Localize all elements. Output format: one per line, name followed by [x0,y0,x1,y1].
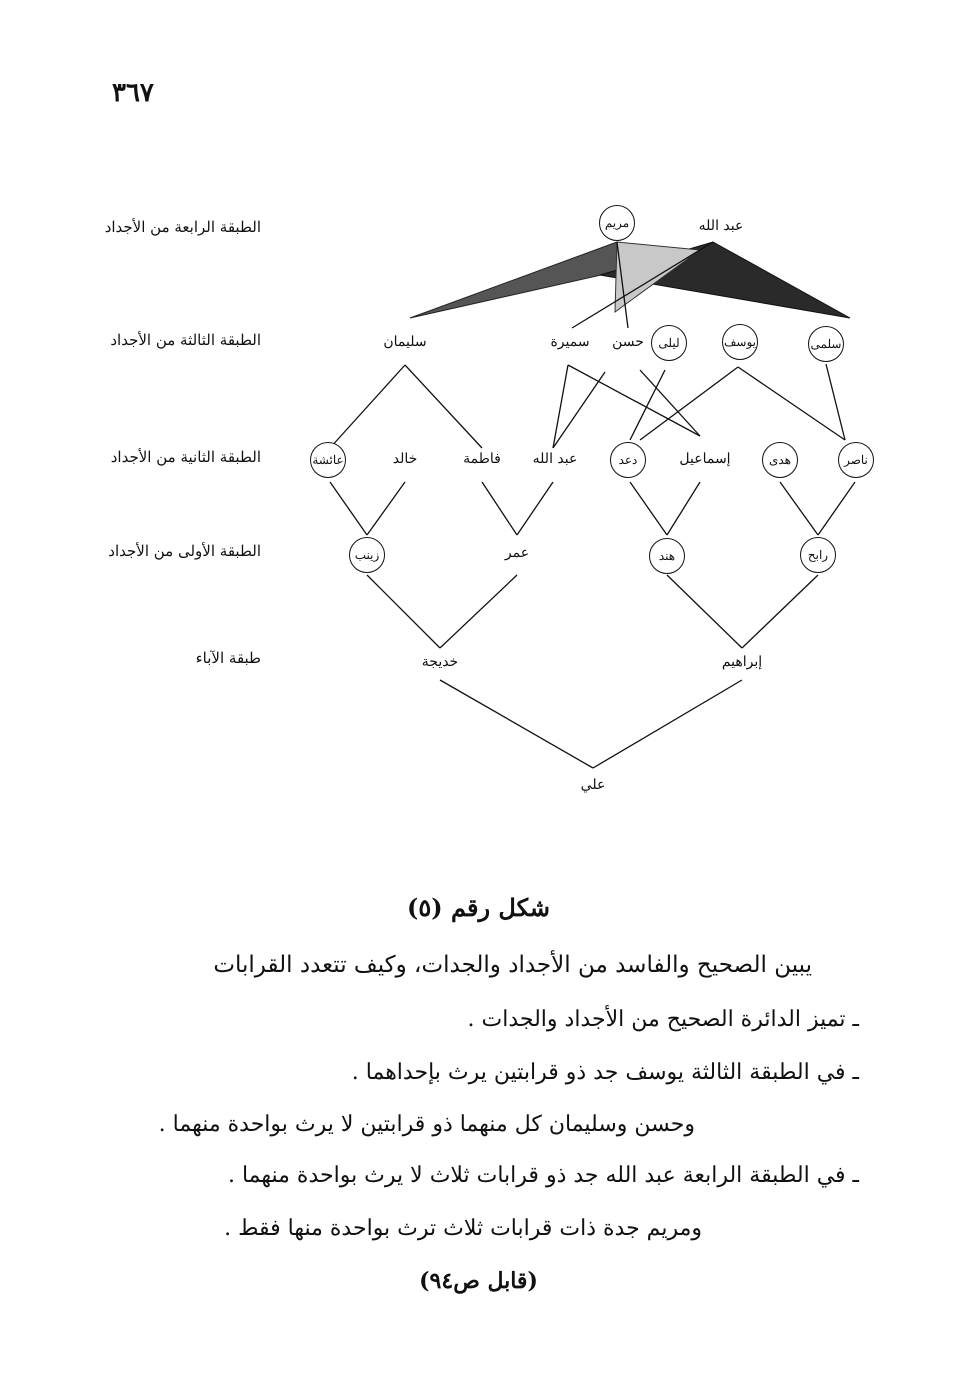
edge-fatima-umar [482,482,517,535]
node-hasan: حسن [612,334,644,350]
edge-nasir-rabih [818,482,855,535]
caption-line-6: ومريم جدة ذات قرابات ثلاث ترث بواحدة منها فقط . [224,1216,702,1241]
edge-samira-abdullah [553,365,568,448]
node-zaynab: زينب [349,537,385,573]
tier-label-first: الطبقة الأولى من الأجداد [108,542,261,560]
node-umar: عمر [504,545,530,561]
caption-line-1: يبين الصحيح والفاسد من الأجداد والجدات، وكيف تتعدد القرابات [213,952,812,978]
node-salma: سلمى [808,326,844,362]
tier-label-fourth: الطبقة الرابعة من الأجداد [104,218,261,236]
page-reference: (قابل ص٩٤) [419,1268,538,1294]
node-maryam: مريم [599,205,635,241]
node-khalid: خالد [392,451,418,467]
edge-zaynab-khadija [367,575,440,648]
node-layla: ليلى [651,325,687,361]
node-khadija: خديجة [421,654,459,670]
tier-label-second: الطبقة الثانية من الأجداد [110,448,261,466]
edge-rabih-ibrahim [742,575,818,648]
edge-umar-khadija [440,575,517,648]
edge-sulayman-aisha [330,365,405,448]
edge-khadija-ali [440,680,593,768]
node-fatima: فاطمة [463,451,501,467]
node-ismail: إسماعيل [679,451,731,467]
tier-label-third: الطبقة الثالثة من الأجداد [110,331,261,349]
node-rabih: رابح [800,537,836,573]
edge-samira-ismail [568,365,700,436]
node-sulayman: سليمان [383,334,427,350]
node-huda: هدى [762,442,798,478]
caption-line-5: ـ في الطبقة الرابعة عبد الله جد ذو قرابات ثلاث لا يرث بواحدة منهما . [227,1163,859,1188]
edge-hind-ibrahim [667,575,742,648]
edge-yusuf-daad [640,367,738,440]
caption-line-2: ـ تميز الدائرة الصحيح من الأجداد والجدات . [467,1007,859,1032]
tier-label-parents: طبقة الآباء [195,649,261,667]
figure-title: شكل رقم (٥) [407,893,550,922]
node-samira: سميرة [550,334,590,350]
caption-line-3: ـ في الطبقة الثالثة يوسف جد ذو قرابتين يرث بإحداهما . [351,1060,859,1085]
page-number: ٣٦٧ [112,78,154,108]
edge-daad-hind [630,482,667,535]
node-daad: دعد [610,442,646,478]
node-hind: هند [649,538,685,574]
edge-ibrahim-ali [593,680,742,768]
edge-ismail-hind [667,482,700,535]
caption-line-4: وحسن وسليمان كل منهما ذو قرابتين لا يرث بواحدة منهما . [158,1112,695,1137]
edge-khalid-zaynab [367,482,405,535]
edge-aisha-zaynab [330,482,367,535]
edge-layla-daad [630,370,665,440]
edge-abdullah-umar [517,482,553,535]
edge-hasan-abdullah [553,372,605,448]
node-abdullah-mid: عبد الله [532,451,578,467]
node-ibrahim: إبراهيم [721,654,763,670]
node-aisha: عائشة [310,442,346,478]
node-ali: علي [580,777,606,793]
edge-huda-rabih [780,482,818,535]
node-nasir: ناصر [838,442,874,478]
node-abdullah-top: عبد الله [698,218,744,234]
node-yusuf: يوسف [722,324,758,360]
edge-sulayman-fatima [405,365,482,448]
